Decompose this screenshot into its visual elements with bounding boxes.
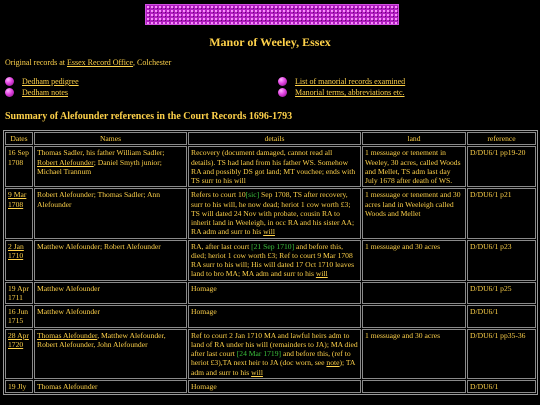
link-item-manorial-terms [278,88,405,98]
date-cell [5,240,33,281]
date-cell [5,329,33,379]
note-link[interactable]: note [326,358,340,368]
details-cell [188,240,361,281]
details-cell [188,146,361,187]
land-cell: 1 messuage and 30 acres [362,329,466,379]
reference-cell: D/DU6/1 p25 [467,282,536,305]
names-text: Thomas Sadler, his father William Sadler; [37,148,165,158]
table-header-row [5,132,536,145]
editorial-note: [24 Mar 1719] [236,349,282,358]
reference-cell: D/DU6/1 [467,305,536,328]
details-cell: Homage [188,305,361,328]
names-cell [34,146,187,187]
header-reference: reference [467,132,536,145]
will-link[interactable]: will [251,367,263,377]
date-cell: 19 Jly [5,380,33,393]
header-details: details [188,132,361,145]
details-text: RA, after last court [191,241,252,251]
table-row [5,329,536,379]
date-link[interactable]: 9 Mar 1708 [8,190,27,209]
original-records-suffix: , Colchester [133,58,172,67]
date-link[interactable]: 28 Apr 1720 [8,330,29,349]
names-cell: Thomas Alefounder [34,380,187,393]
details-text: and before this, died; heriot 1 cow worth £3; Ref to court 9 Mar 1708 RA surr to his will; His will dated 17 Oct 1710 leaves land to bro MA; MA adm and surr to his [191,241,355,279]
editorial-note: [21 Sep 1710] [251,241,295,251]
bullet-icon [5,88,14,97]
details-cell: Homage [188,282,361,305]
details-text: Refers to court 10 [191,190,246,200]
will-link[interactable]: will [263,227,275,237]
table-row [5,380,536,393]
header-land: land [362,132,466,145]
details-cell [188,329,361,379]
header-dates: Dates [5,132,33,145]
names-cell: Matthew Alefounder; Robert Alefounder [34,240,187,281]
details-cell [188,188,361,238]
names-cell: Matthew Alefounder [34,282,187,305]
land-cell [362,282,466,305]
reference-cell: D/DU6/1 [467,380,536,393]
names-text: , Matthew Alefounder, Robert Alefounder, John Alefounder [37,330,166,349]
land-cell: 1 messuage or tenement and 30 acres land in Weeleigh called Woods and Mellet [362,188,466,238]
original-records-line [5,58,171,68]
link-item-dedham-notes [5,88,68,98]
essex-record-office-link[interactable]: Essex Record Office [66,58,134,67]
bullet-icon [278,88,287,97]
land-cell [362,305,466,328]
original-records-prefix: Original records at [5,58,67,67]
details-text: ); TA adm and surr to his [191,358,355,377]
table-row [5,188,536,238]
bullet-icon [278,77,287,86]
reference-cell: D/DU6/1 pp19-20 [467,146,536,187]
date-cell: 19 Apr 1711 [5,282,33,305]
details-text: Recovery (document damaged, cannot read all details). TS had land from his father WS. Somehow RA and possibly DS got land; MT vouchee; ends with TS surr to his will [191,148,356,185]
names-cell [34,329,187,379]
table-row [5,282,536,305]
reference-cell: D/DU6/1 p23 [467,240,536,281]
dedham-pedigree-link[interactable]: Dedham pedigree [22,77,79,86]
land-cell: 1 messuage and 30 acres [362,240,466,281]
link-item-dedham-pedigree [5,77,79,87]
names-text: ; Daniel Smyth junior; Michael Trannum [37,157,162,176]
manorial-terms-link[interactable]: Manorial terms, abbreviations etc. [295,88,405,97]
names-cell: Matthew Alefounder [34,305,187,328]
bullet-icon [5,77,14,86]
reference-cell: D/DU6/1 pp35-36 [467,329,536,379]
land-cell [362,380,466,393]
details-text: Ref to court 2 Jan 1710 MA and lawful heirs adm to land of RA under his will (remainders to JA); MA died after last court [191,330,358,358]
date-link[interactable]: 2 Jan 1710 [8,241,24,260]
date-cell: 16 Jun 1715 [5,305,33,328]
details-cell: Homage [188,380,361,393]
details-text: Sep 1708, TS after recovery, surr to his will, he now dead; heriot 1 cow worth £3; TS will dated 24 Nov with probate, cousin RA to inherit land in Weeleigh, in occ RA and his sister AA; RA adm and surr to his [191,190,355,237]
page-title: Manor of Weeley, Essex [209,35,331,49]
section-heading: Summary of Alefounder references in the Court Records 1696-1793 [5,111,293,122]
court-records-table [3,130,538,395]
land-cell: 1 messuage or tenement in Weeley, 30 acres, called Woods and Mellet, TS adm last day July 1678 after death of WS. [362,146,466,187]
date-cell [5,188,33,238]
names-cell: Robert Alefounder; Thomas Sadler; Ann Alefounder [34,188,187,238]
reference-cell: D/DU6/1 p21 [467,188,536,238]
robert-alefounder-link[interactable]: Robert Alefounder [37,157,94,167]
table-row [5,240,536,281]
header-names: Names [34,132,187,145]
thomas-alefounder-link[interactable]: Thomas Alefounder [37,330,98,340]
table-row [5,305,536,328]
details-text: and before this, (ref to heriot £3),TA next heir to JA (doc worn, see [191,349,351,368]
link-item-manorial-records [278,77,405,87]
editorial-note: [sic] [245,190,260,200]
date-cell: 16 Sep 1708 [5,146,33,187]
dedham-notes-link[interactable]: Dedham notes [22,88,68,97]
manorial-records-list-link[interactable]: List of manorial records examined [295,77,406,86]
decorative-banner [145,4,399,25]
table-row [5,146,536,187]
will-link[interactable]: will [315,269,328,279]
